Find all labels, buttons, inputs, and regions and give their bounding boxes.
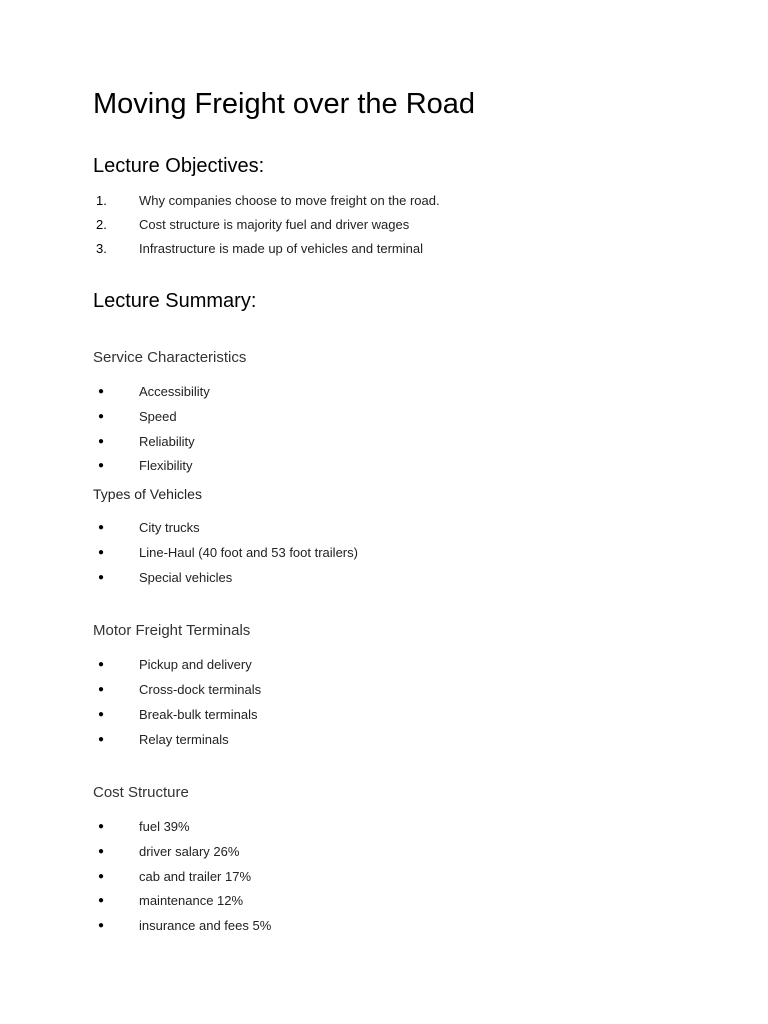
bullet-icon: ● <box>98 522 105 533</box>
list-item <box>0 569 768 589</box>
bullet-icon: ● <box>98 436 105 447</box>
objective-text: Why companies choose to move freight on the road. <box>139 193 440 208</box>
list-item-text: Line-Haul (40 foot and 53 foot trailers) <box>139 545 358 560</box>
list-item <box>0 544 768 564</box>
list-item <box>0 433 768 453</box>
list-item <box>0 731 768 751</box>
list-item-text: Flexibility <box>139 458 193 473</box>
list-item <box>0 457 768 477</box>
list-item <box>0 868 768 888</box>
freight-terminals-heading: Motor Freight Terminals <box>93 622 251 639</box>
list-item-text: cab and trailer 17% <box>139 869 252 884</box>
list-item-text: Break-bulk terminals <box>139 707 258 722</box>
list-item-text: insurance and fees 5% <box>139 918 272 933</box>
bullet-icon: ● <box>98 572 105 583</box>
bullet-icon: ● <box>98 871 105 882</box>
vehicle-types-heading: Types of Vehicles <box>93 486 202 502</box>
bullet-icon: ● <box>98 684 105 695</box>
objective-item <box>0 216 768 236</box>
list-item <box>0 656 768 676</box>
list-item-text: Reliability <box>139 434 195 449</box>
list-item-text: Accessibility <box>139 384 210 399</box>
document-title: Moving Freight over the Road <box>93 88 476 120</box>
objective-item <box>0 240 768 260</box>
bullet-icon: ● <box>98 734 105 745</box>
list-item-text: fuel 39% <box>139 819 190 834</box>
service-characteristics-heading: Service Characteristics <box>93 349 247 366</box>
cost-structure-heading: Cost Structure <box>93 784 189 801</box>
list-item-text: Relay terminals <box>139 732 229 747</box>
list-number: 3. <box>96 241 107 256</box>
bullet-icon: ● <box>98 821 105 832</box>
bullet-icon: ● <box>98 659 105 670</box>
list-item <box>0 843 768 863</box>
list-item-text: maintenance 12% <box>139 893 244 908</box>
bullet-icon: ● <box>98 547 105 558</box>
list-item <box>0 892 768 912</box>
list-item <box>0 681 768 701</box>
list-item <box>0 519 768 539</box>
list-item <box>0 706 768 726</box>
summary-heading: Lecture Summary: <box>93 290 257 312</box>
list-item-text: Pickup and delivery <box>139 657 252 672</box>
objective-text: Infrastructure is made up of vehicles and terminal <box>139 241 423 256</box>
bullet-icon: ● <box>98 920 105 931</box>
bullet-icon: ● <box>98 709 105 720</box>
list-item-text: Cross-dock terminals <box>139 682 262 697</box>
objective-item <box>0 192 768 212</box>
bullet-icon: ● <box>98 846 105 857</box>
list-item <box>0 383 768 403</box>
list-item <box>0 818 768 838</box>
list-item-text: Speed <box>139 409 177 424</box>
list-number: 1. <box>96 193 107 208</box>
objective-text: Cost structure is majority fuel and driver wages <box>139 217 410 232</box>
list-item <box>0 408 768 428</box>
bullet-icon: ● <box>98 895 105 906</box>
list-number: 2. <box>96 217 107 232</box>
list-item <box>0 917 768 937</box>
objectives-heading: Lecture Objectives: <box>93 155 265 177</box>
list-item-text: driver salary 26% <box>139 844 240 859</box>
list-item-text: City trucks <box>139 520 200 535</box>
bullet-icon: ● <box>98 460 105 471</box>
bullet-icon: ● <box>98 411 105 422</box>
list-item-text: Special vehicles <box>139 570 233 585</box>
bullet-icon: ● <box>98 386 105 397</box>
